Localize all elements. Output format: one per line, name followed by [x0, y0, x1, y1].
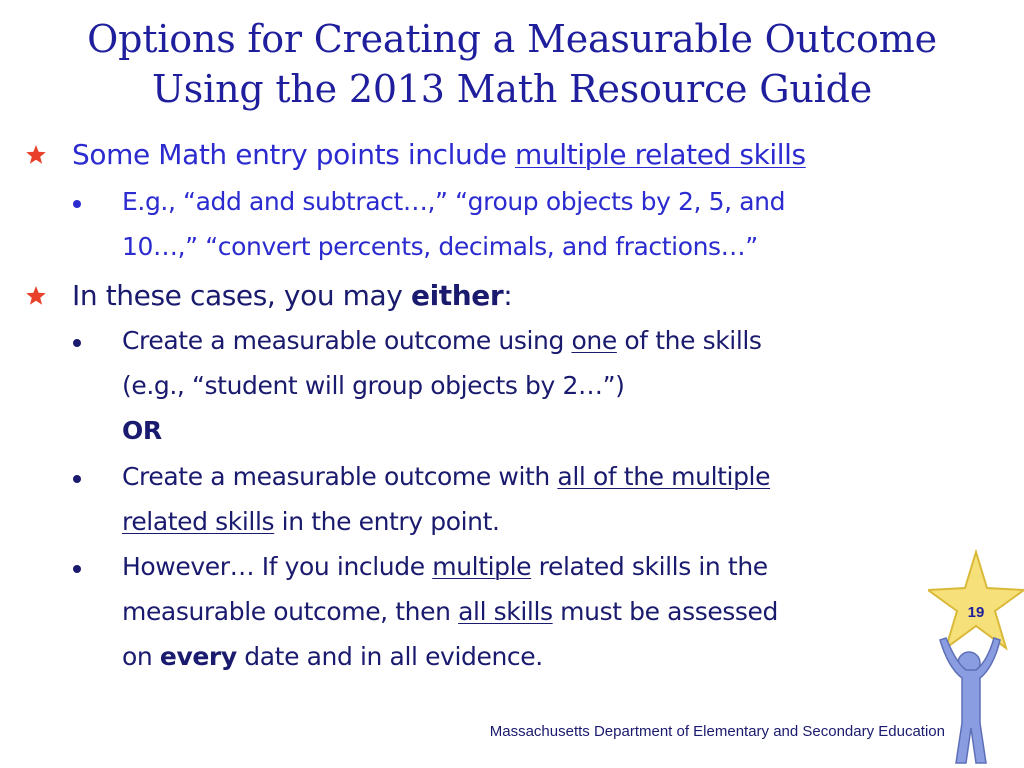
text-segment: date and in all evidence.: [236, 642, 543, 671]
text-segment: related skills in the: [531, 552, 768, 581]
sub-bullet-however-line-2: [122, 597, 778, 626]
text-segment: on: [122, 642, 160, 671]
text-segment: However… If you include: [122, 552, 433, 581]
or-label: OR: [122, 416, 162, 445]
underlined-one: one: [571, 326, 617, 355]
bullet-2: [72, 279, 512, 312]
bullet-1-underlined: multiple related skills: [515, 138, 806, 171]
sub-bullet-however-line-3: [122, 642, 543, 671]
sub-bullet-all-skills-line-2: [122, 507, 500, 536]
bullet-1-sub-line-1: E.g., “add and subtract…,” “group objects by 2, 5, and: [122, 187, 786, 216]
underlined-multiple: multiple: [432, 552, 532, 581]
title-line-2: Using the 2013 Math Resource Guide: [151, 67, 872, 111]
text-segment: must be assessed: [552, 597, 779, 626]
text-segment: Create a measurable outcome using: [122, 326, 572, 355]
underlined-all-skills: all skills: [458, 597, 553, 626]
sub-bullet-however-line-1: [122, 552, 768, 581]
dot-icon: [73, 565, 81, 573]
footer: Massachusetts Department of Elementary and Secondary Education: [489, 723, 945, 740]
star-icon: [24, 143, 48, 167]
sub-bullet-one-skill-line-2: (e.g., “student will group objects by 2…”): [122, 371, 625, 400]
underlined-related-skills: related skills: [122, 507, 275, 536]
bold-every: every: [159, 642, 237, 671]
text-segment: of the skills: [616, 326, 762, 355]
bullet-2-bold: either: [410, 279, 504, 312]
bullet-1-text: Some Math entry points include: [72, 138, 516, 171]
text-segment: measurable outcome, then: [122, 597, 459, 626]
bullet-1-sub-line-2: 10…,” “convert percents, decimals, and fractions…”: [122, 232, 758, 261]
page-number: 19: [967, 604, 985, 621]
underlined-all-of-the-multiple: all of the multiple: [557, 462, 771, 491]
bullet-2-text: In these cases, you may: [72, 279, 411, 312]
dot-icon: [73, 339, 81, 347]
title-line-1: Options for Creating a Measurable Outcome: [87, 17, 937, 61]
text-segment: in the entry point.: [274, 507, 500, 536]
sub-bullet-all-skills-line-1: [122, 462, 770, 491]
text-segment: Create a measurable outcome with: [122, 462, 558, 491]
star-icon: [24, 284, 48, 308]
bullet-2-colon: :: [503, 279, 513, 312]
dot-icon: [73, 200, 81, 208]
dot-icon: [73, 475, 81, 483]
sub-bullet-one-skill-line-1: [122, 326, 762, 355]
bullet-1: [72, 138, 806, 171]
